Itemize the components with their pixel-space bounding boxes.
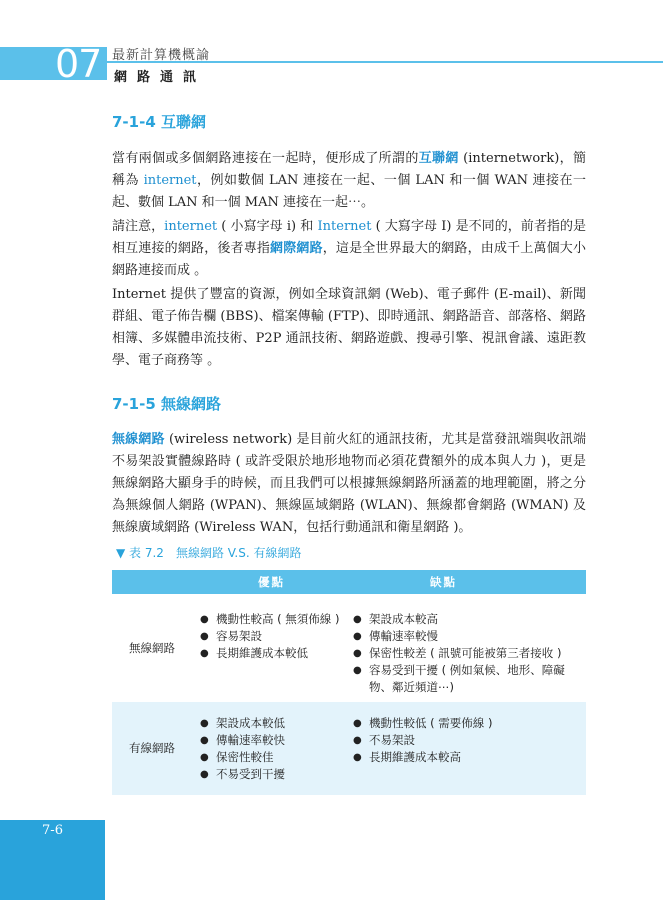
pros-list	[200, 715, 285, 783]
list-item: ● 不易受到干擾	[200, 766, 285, 783]
row-label: 有線網路	[129, 741, 175, 755]
comparison-table	[112, 570, 586, 795]
chapter-number: 07	[55, 42, 102, 86]
text: (wireless network) 是目前火紅的通訊技術，尤其是當發訊端與收訊端不易架設實體線路時 ( 或許受限於地形地物而必須花費額外的成本與人力 )，更是無線網路大顯身手的時候，而且我們可以根據無線網路所涵蓋的地理範圍，將之分為無線個人網路 (WPAN)、無線區域網路 (WLAN)、無線都會網路 (WMAN) 及無線廣域網路 (Wireless WAN，包括行動通訊和衛星網路 )。	[112, 432, 586, 535]
list-item: ● 架設成本較高	[353, 611, 575, 628]
text: ，例如數個 LAN 連接在一起、一個 LAN 和一個 WAN 連接在一起、數個 LAN 和一個 MAN 連接在一起⋯。	[112, 173, 586, 210]
book-title: 最新計算機概論	[112, 48, 211, 63]
list-item: ● 機動性較高 ( 無須佈線 )	[200, 611, 339, 628]
term-internet-upper: Internet	[317, 219, 372, 234]
list-item: ● 不易架設	[353, 732, 492, 749]
term-world-wide-network: 網際網路	[270, 241, 323, 256]
paragraph-internet-vs-internet	[112, 216, 586, 282]
list-item: ● 架設成本較低	[200, 715, 285, 732]
list-item: ● 機動性較低 ( 需要佈線 )	[353, 715, 492, 732]
list-item: ● 容易受到干擾 ( 例如氣候、地形、障礙物、鄰近頻道⋯)	[353, 662, 575, 696]
text: (internetwork)，簡稱為	[112, 151, 586, 188]
list-item: ● 保密性較佳	[200, 749, 285, 766]
page-number: 7-6	[42, 823, 63, 838]
term-internet-lower: internet	[164, 219, 218, 234]
term-internet: internet	[143, 173, 197, 188]
list-item: ● 長期維護成本較高	[353, 749, 492, 766]
list-item: ● 傳輸速率較快	[200, 732, 285, 749]
list-item: ● 容易架設	[200, 628, 339, 645]
list-item: ● 保密性較差 ( 訊號可能被第三者接收 )	[353, 645, 575, 662]
table-row-wireless	[112, 594, 586, 702]
section-heading-wireless: 7-1-5 無線網路	[112, 395, 221, 413]
term-internetwork: 互聯網	[418, 151, 459, 166]
list-item: ● 長期維護成本較低	[200, 645, 339, 662]
chapter-title: 網路通訊	[114, 70, 207, 85]
text: 請注意，	[112, 219, 165, 234]
pros-list	[200, 611, 339, 662]
cons-list	[353, 715, 492, 766]
header-cons: 缺點	[430, 575, 457, 589]
paragraph-internetwork	[112, 148, 586, 214]
paragraph-internet-resources: Internet 提供了豐富的資源，例如全球資訊網 (Web)、電子郵件 (E-mail)、新聞群組、電子佈告欄 (BBS)、檔案傳輸 (FTP)、即時通訊、網路語音、部落格、網路相簿、多媒體串流技術、P2P 通訊技術、網路遊戲、搜尋引擎、視訊會議、遠距教學、電子商務等 。	[112, 287, 586, 368]
text: ( 大寫字母 I) 是不同的，前者指的是相互連接的網路，後者專指	[112, 219, 586, 256]
row-label: 無線網路	[129, 641, 175, 655]
cons-list	[353, 611, 575, 696]
list-item: ● 傳輸速率較慢	[353, 628, 575, 645]
text: 當有兩個或多個網路連接在一起時，便形成了所謂的	[112, 151, 419, 166]
term-wireless-network: 無線網路	[112, 432, 165, 447]
paragraph-wireless	[112, 429, 586, 539]
table-header-row	[112, 570, 586, 594]
text: ( 小寫字母 i) 和	[217, 219, 318, 234]
text: ，這是全世界最大的網路，由成千上萬個大小網路連接而成 。	[112, 241, 586, 278]
header-pros: 優點	[258, 575, 285, 589]
section-heading-internetwork: 7-1-4 互聯網	[112, 113, 206, 131]
table-row-wired	[112, 702, 586, 795]
table-caption: ▼ 表 7.2 無線網路 V.S. 有線網路	[116, 546, 302, 560]
